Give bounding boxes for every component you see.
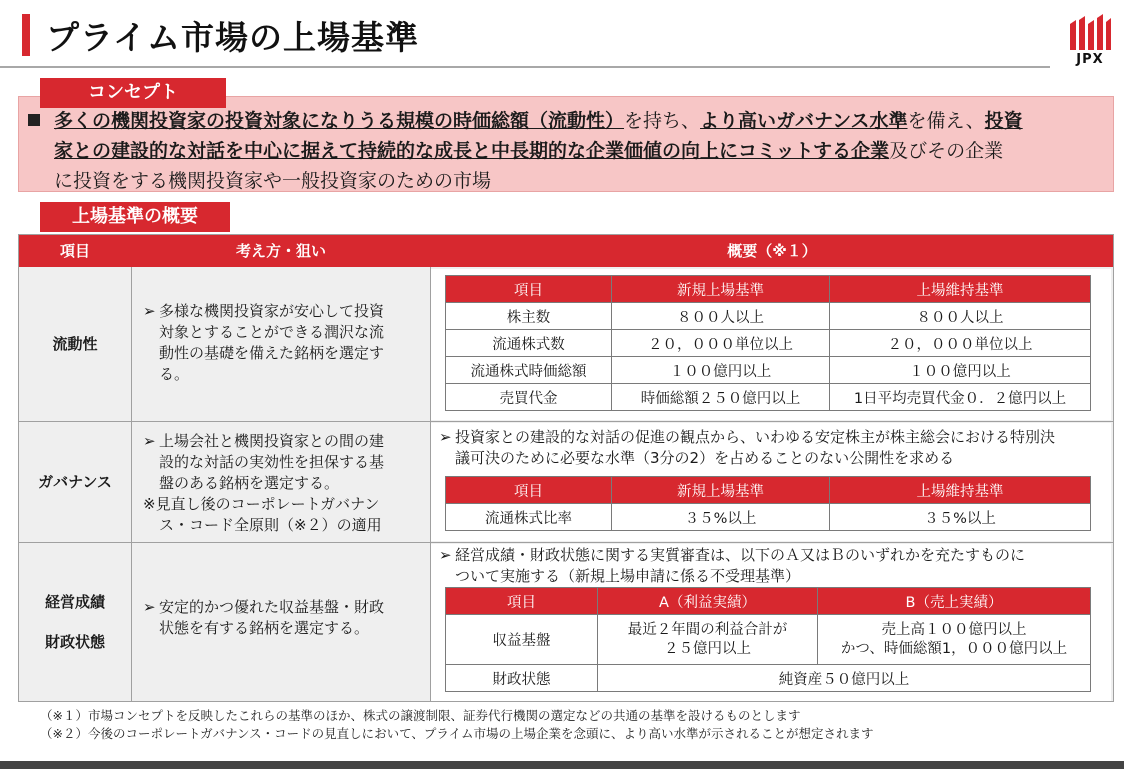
table-cell: 売買代金 (446, 384, 612, 411)
table-row (446, 384, 1091, 411)
table-cell: ８００人以上 (612, 303, 830, 330)
arrow-icon: ➢ (143, 302, 156, 320)
liquidity-aim (143, 301, 384, 385)
arrow-icon: ➢ (439, 428, 452, 446)
bullet-square-icon (28, 114, 40, 126)
governance-table (445, 476, 1091, 531)
table-header-cell: 新規上場基準 (612, 276, 830, 303)
logo-text: JPX (1076, 52, 1104, 67)
aim-line: 動性の基礎を備えた銘柄を選定す (159, 344, 385, 362)
table-cell: 純資産５０億円以上 (598, 665, 1091, 692)
table-cell: 流通株式時価総額 (446, 357, 612, 384)
header-aim: 考え方・狙い (235, 242, 326, 260)
footer-bar (0, 761, 1124, 769)
table-cell: 財政状態 (446, 665, 598, 692)
table-row (446, 665, 1091, 692)
concept-line-3: に投資をする機関投資家や一般投資家のための市場 (54, 170, 492, 192)
aim-line: 状態を有する銘柄を選定する。 (159, 619, 370, 637)
table-header-cell: 項目 (446, 477, 612, 504)
aim-note-line: ス・コード全原則（※２）の適用 (159, 516, 382, 534)
performance-aim (143, 597, 384, 639)
performance-summary-line (439, 545, 1025, 566)
governance-summary-line (439, 427, 1055, 448)
concept-text-segment: 投資 (984, 110, 1023, 132)
header-summary: 概要（※１） (727, 242, 817, 260)
footnote: （※２）今後のコーポレートガバナンス・コードの見直しにおいて、プライム市場の上場企業を念頭に、より高い水準が示されることが想定されます (40, 726, 874, 741)
grid-header (19, 235, 1113, 267)
performance-summary-text: 経営成績・財政状態に関する実質審査は、以下のＡ又はＢのいずれかを充たすものに (455, 546, 1026, 564)
table-header-cell: 項目 (446, 276, 612, 303)
header-item: 項目 (59, 242, 90, 260)
aim-line: 盤のある銘柄を選定する。 (159, 474, 340, 492)
governance-summary-text: 投資家との建設的な対話の促進の観点から、いわゆる安定株主が株主総会における特別決 (455, 428, 1056, 446)
table-cell: ８００人以上 (830, 303, 1091, 330)
table-header-cell: 新規上場基準 (612, 477, 830, 504)
table-cell: ３５%以上 (612, 504, 830, 531)
table-cell (598, 615, 818, 665)
table-cell: 時価総額２５０億円以上 (612, 384, 830, 411)
aim-line: る。 (159, 365, 190, 383)
table-cell: ２０，０００単位以上 (830, 330, 1091, 357)
table-cell: 収益基盤 (446, 615, 598, 665)
table-cell: 1日平均売買代金０．２億円以上 (830, 384, 1091, 411)
concept-line-1 (28, 106, 1108, 136)
table-row (446, 615, 1091, 665)
cell-line: 最近２年間の利益合計が (627, 621, 788, 638)
table-cell: ３５%以上 (830, 504, 1091, 531)
aim-line (143, 597, 384, 618)
aim-line (143, 431, 384, 452)
aim-line (143, 301, 384, 322)
table-row (446, 330, 1091, 357)
row-label-performance: 経営成績 (44, 593, 105, 611)
table-header-row (446, 588, 1091, 615)
table-cell: １００億円以上 (612, 357, 830, 384)
aim-note-line: ※見直し後のコーポレートガバナン (143, 495, 380, 513)
page-title: プライム市場の上場基準 (46, 18, 420, 57)
table-cell: １００億円以上 (830, 357, 1091, 384)
table-cell: 流通株式数 (446, 330, 612, 357)
criteria-grid (18, 234, 1114, 702)
aim-line-text: 上場会社と機関投資家との間の建 (159, 432, 385, 450)
row-label-financial-position: 財政状態 (44, 633, 105, 651)
table-header-cell: B（売上実績） (818, 588, 1091, 615)
footnote: （※１）市場コンセプトを反映したこれらの基準のほか、株式の譲渡制限、証券代行機関の選定などの共通の基準を設けるものとします (40, 708, 801, 723)
table-header-cell: 上場維持基準 (830, 276, 1091, 303)
concept-text-segment: を持ち、 (624, 110, 701, 132)
governance-summary-line: 議可決のために必要な水準（3分の2）を占めることのない公開性を求める (455, 449, 955, 467)
table-cell: 株主数 (446, 303, 612, 330)
table-header-row (446, 477, 1091, 504)
liquidity-table (445, 275, 1091, 411)
performance-summary-line: ついて実施する（新規上場申請に係る不受理基準） (455, 567, 801, 585)
table-row (446, 357, 1091, 384)
table-cell: 流通株式比率 (446, 504, 612, 531)
arrow-icon: ➢ (143, 432, 156, 450)
row-divider (19, 421, 1113, 422)
concept-text (28, 106, 1108, 196)
governance-aim (143, 431, 384, 536)
table-row (446, 504, 1091, 531)
concept-text-segment: より高いガバナンス水準 (700, 110, 908, 132)
table-header-row (446, 276, 1091, 303)
title-accent-bar (22, 14, 30, 56)
table-header-cell: A（利益実績） (598, 588, 818, 615)
table-cell: ２０，０００単位以上 (612, 330, 830, 357)
table-header-cell: 項目 (446, 588, 598, 615)
concept-text-segment: を備え、 (907, 110, 985, 132)
arrow-icon: ➢ (439, 546, 452, 564)
row-divider (19, 542, 1113, 543)
title-divider (0, 66, 1050, 68)
row-label-liquidity: 流動性 (52, 335, 98, 353)
table-cell (818, 615, 1091, 665)
concept-text-segment: 家との建設的な対話を中心に据えて持続的な成長と中長期的な企業価値の向上にコミットする企業 (54, 140, 890, 162)
concept-text-segment: 多くの機関投資家の投資対象になりうる規模の時価総額（流動性） (54, 110, 625, 132)
cell-line: 売上高１００億円以上 (881, 621, 1027, 638)
overview-tag: 上場基準の概要 (40, 202, 230, 232)
cell-line: かつ、時価総額1，０００億円以上 (840, 640, 1068, 657)
concept-text-segment: 及びその企業 (889, 140, 1004, 162)
performance-table (445, 587, 1091, 692)
aim-line-text: 安定的かつ優れた収益基盤・財政 (159, 598, 385, 616)
concept-tag: コンセプト (40, 78, 226, 108)
table-header-cell: 上場維持基準 (830, 477, 1091, 504)
concept-line-2 (28, 136, 1108, 166)
aim-line-text: 多様な機関投資家が安心して投資 (159, 302, 385, 320)
arrow-icon: ➢ (143, 598, 156, 616)
cell-line: ２５億円以上 (664, 640, 751, 657)
column-divider (131, 267, 132, 701)
table-row (446, 303, 1091, 330)
aim-line: 設的な対話の実効性を担保する基 (159, 453, 385, 471)
row-label-governance: ガバナンス (38, 473, 112, 491)
aim-line: 対象とすることができる潤沢な流 (159, 323, 385, 341)
